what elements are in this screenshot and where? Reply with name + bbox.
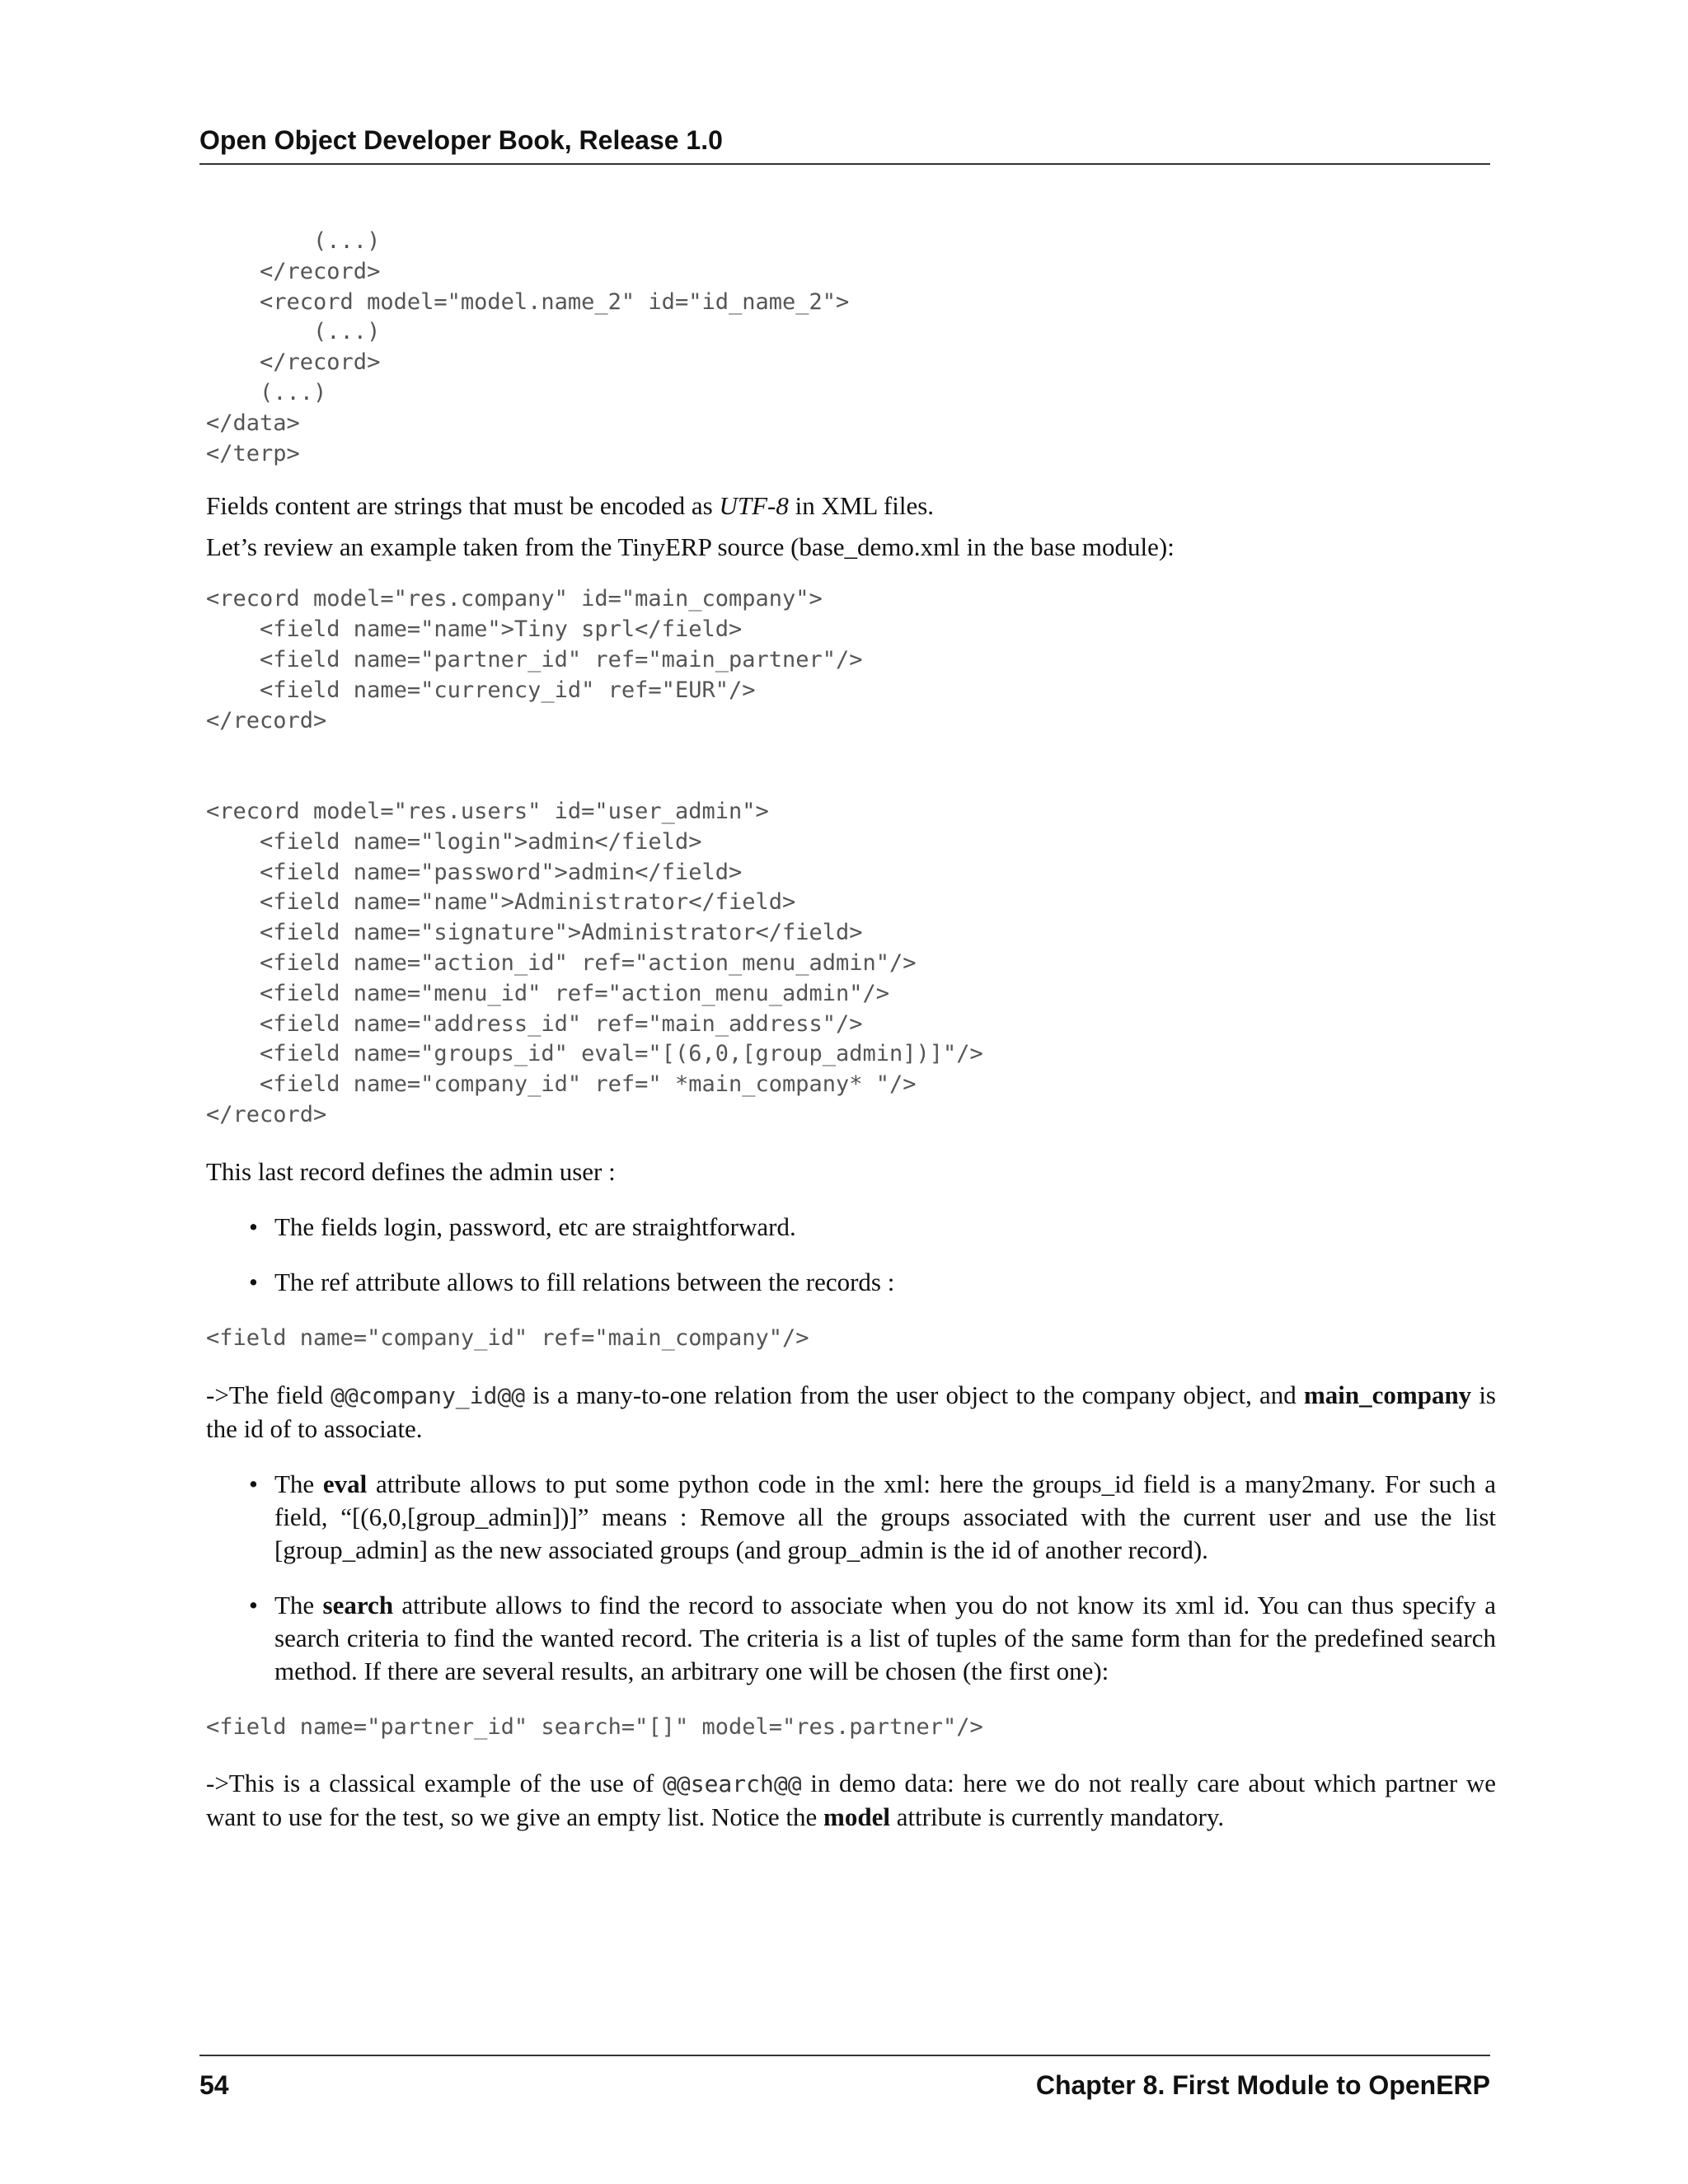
paragraph-search-code: @@search@@ — [663, 1770, 802, 1798]
code-block-base-demo: <record model="res.company" id="main_company"> <field name="name">Tiny sprl</field> <field name="partner_id" ref="main_partner"/> <field name="currency_id" ref="EUR"/> </record> <record model="res.users" id="user_admin"> <field name="login">admin</field> <field name="password">admin</field> <field name="name">Administrator</field> <field name="signature">Administrator</field> <field name="action_id" ref="action_menu_admin"/> <field name="menu_id" ref="action_menu_admin"/> <field name="address_id" ref="main_address"/> <field name="groups_id" eval="[(6,0,[group_admin])]"/> <field name="company_id" ref=" *main_company* "/> </record> — [206, 586, 983, 1127]
paragraph-search-text-2: in demo data: here we do not really care about which partner we want to use for the test, so we give an empty list. Notice the — [206, 1769, 1496, 1832]
footer-chapter-title: Chapter 8. First Module to OpenERP — [1035, 2070, 1490, 2100]
bullet-icon: • — [249, 1469, 258, 1498]
list-item-text-post: attribute allows to put some python code in the xml: here the groups_id field is a many2many. For such a field, “[(6,0,[group_admin])]” means : Remove all the groups associated with the current user and use the list [group_admin] as the new associated groups (and group_admin is the id of another record). — [274, 1469, 1496, 1564]
list-item-bold: search — [322, 1590, 394, 1619]
list-item-text-post: attribute allows to find the record to associate when you do not know its xml id. You can thus specify a search criteria to find the wanted record. The criteria is a list of tuples of the same form than for the predefined search method. If there are several results, an arbitrary one will be chosen (the first one): — [274, 1590, 1496, 1685]
paragraph-utf8 — [206, 490, 1496, 523]
paragraph-company-bold: main_company — [1303, 1380, 1472, 1409]
paragraph-utf8-text-1: Fields content are strings that must be encoded as — [206, 491, 720, 521]
code-block-partner-search: <field name="partner_id" search="[]" model="res.partner"/> — [206, 1713, 983, 1740]
bullet-icon: • — [249, 1212, 258, 1241]
paragraph-search-text-1: ->This is a classical example of the use of — [206, 1769, 663, 1798]
list-item — [206, 1468, 1496, 1567]
list-item-text: The ref attribute allows to fill relations between the records : — [274, 1267, 895, 1296]
page-content — [206, 227, 1496, 1834]
running-header-title: Open Object Developer Book, Release 1.0 — [199, 125, 723, 155]
paragraph-search-example — [206, 1767, 1496, 1834]
list-item-bold: eval — [322, 1469, 368, 1498]
paragraph-company-code: @@company_id@@ — [331, 1381, 526, 1409]
code-block-xml-continuation: (...) </record> <record model="model.name_2" id="id_name_2"> (...) </record> (...) </data> </terp> — [206, 228, 850, 466]
paragraph-company-text-3: is the id of to associate. — [206, 1380, 1497, 1443]
bullet-icon: • — [249, 1267, 258, 1296]
paragraph-admin-user: This last record defines the admin user : — [206, 1156, 616, 1186]
list-item — [206, 1211, 1496, 1244]
bullet-icon: • — [249, 1590, 258, 1619]
paragraph-search-text-3: attribute is currently mandatory. — [889, 1802, 1225, 1832]
paragraph-company-text-2: is a many-to-one relation from the user object to the company object, and — [525, 1380, 1304, 1409]
paragraph-utf8-emphasis: UTF-8 — [719, 491, 789, 521]
bullet-list-2 — [206, 1468, 1496, 1688]
paragraph-company-text-1: ->The field — [206, 1380, 331, 1409]
code-block-company-field: <field name="company_id" ref="main_company"/> — [206, 1324, 809, 1351]
page-number: 54 — [199, 2070, 229, 2100]
list-item-text-pre: The — [274, 1590, 323, 1619]
footer-rule — [199, 2055, 1490, 2056]
paragraph-company-relation — [206, 1379, 1496, 1446]
paragraph-review-example: Let’s review an example taken from the TinyERP source (base_demo.xml in the base module): — [206, 532, 1175, 562]
paragraph-utf8-text-2: in XML files. — [788, 491, 935, 521]
list-item — [206, 1589, 1496, 1688]
paragraph-search-bold: model — [823, 1802, 890, 1832]
list-item-text-pre: The — [274, 1469, 323, 1498]
bullet-list-1 — [206, 1211, 1496, 1299]
list-item — [206, 1266, 1496, 1299]
list-item-text: The fields login, password, etc are straightforward. — [274, 1212, 796, 1241]
header-rule — [199, 163, 1490, 165]
